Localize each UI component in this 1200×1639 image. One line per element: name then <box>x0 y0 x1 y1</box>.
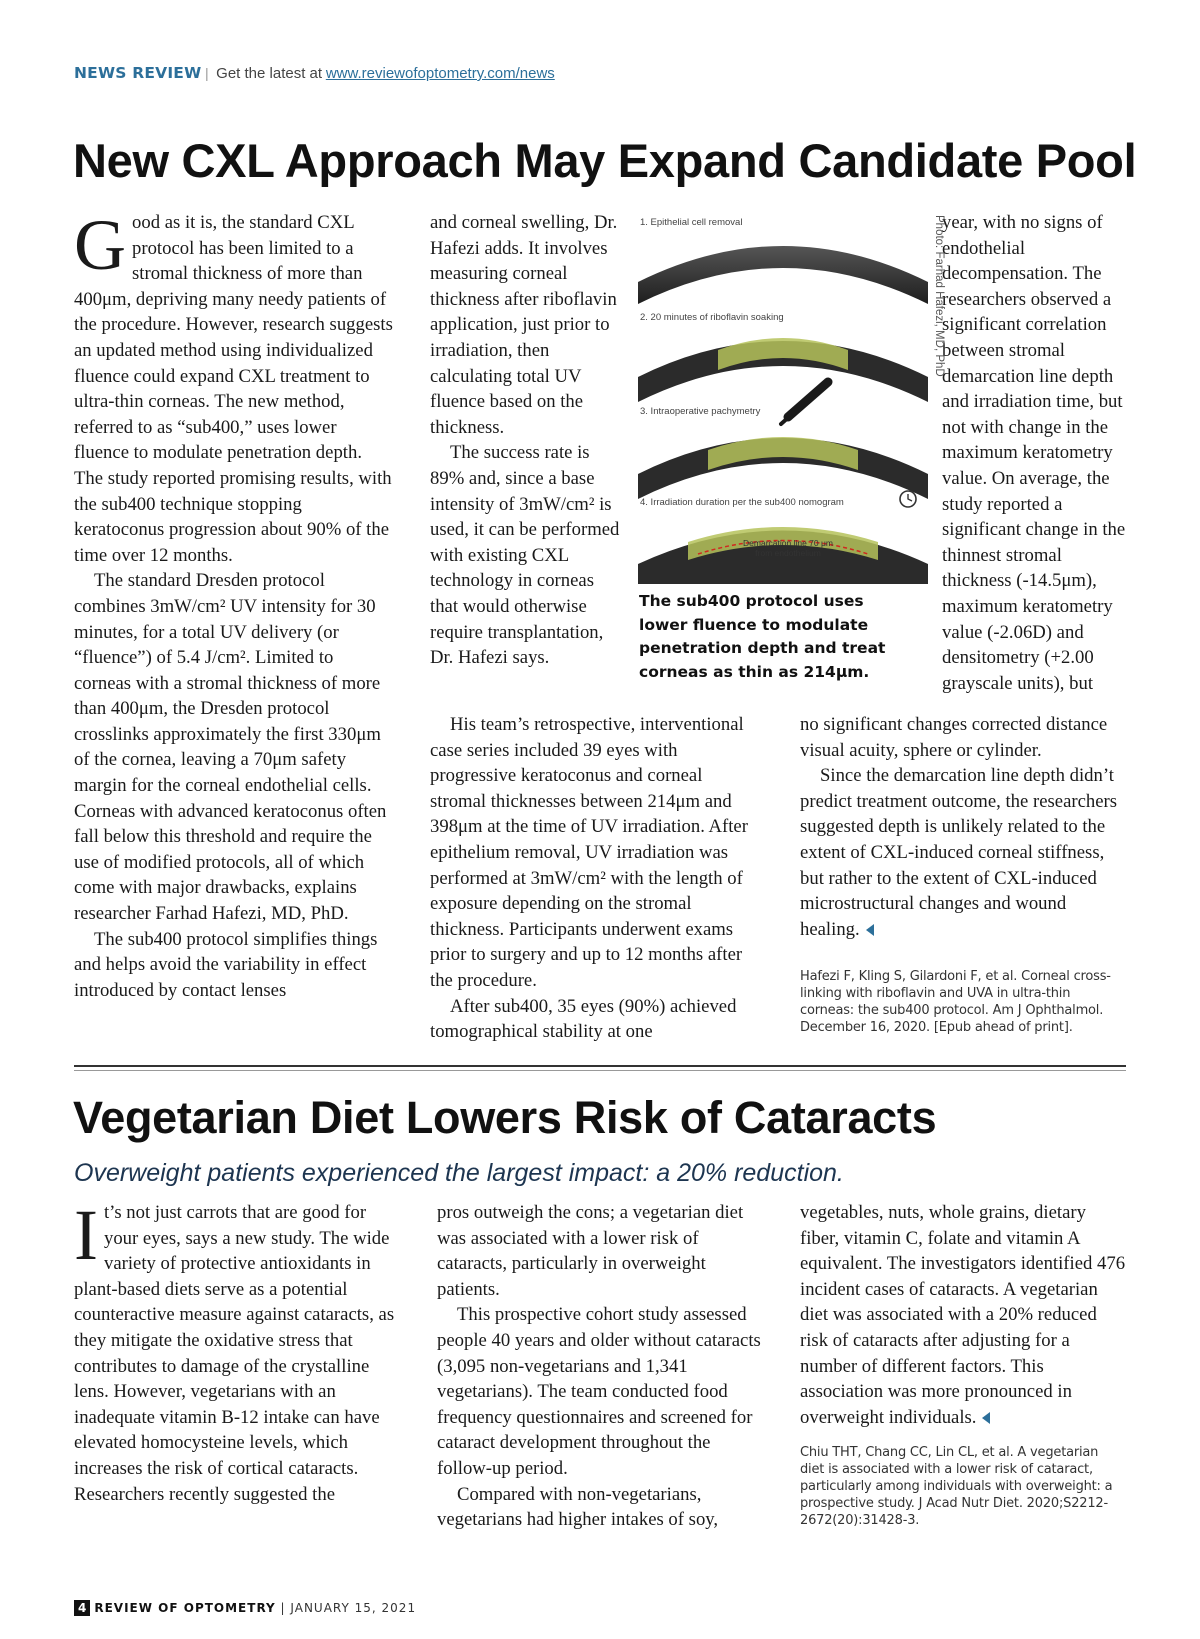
drop-cap: G <box>74 205 126 285</box>
article1-reference: Hafezi F, Kling S, Gilardoni F, et al. Corneal cross-linking with riboflavin and UVA in ultra-thin corneas: the sub400 protocol. Am J Ophthalmol. December 16, 2020. [Epub ahead of print]. <box>800 969 1111 1035</box>
drop-cap: I <box>74 1195 98 1275</box>
article2-text: vegetables, nuts, whole grains, dietary fiber, vitamin C, folate and vitamin A equivalent. The investigators identified 476 incident cases of cataracts. A vegetarian diet was associated with a 20% reduced risk of cataracts after adjusting for a number of different factors. This association was more pronounced in overweight individuals. <box>800 1202 1126 1428</box>
article1-column-3 <box>942 210 1126 696</box>
timer-hands <box>908 494 912 501</box>
article2-paragraph: Compared with non-vegetarians, vegetarians had higher intakes of soy, <box>437 1483 719 1531</box>
footer-separator: | <box>280 1601 286 1615</box>
article2-paragraph: pros outweigh the cons; a vegetarian diet was associated with a lower risk of cataracts, particularly in overweight patients. <box>437 1202 744 1300</box>
article1-paragraph <box>74 927 394 1004</box>
article1-text: Since the demarcation line depth didn’t predict treatment outcome, the researchers suggested depth is unlikely related to the extent of CXL-induced corneal stiffness, but rather to the extent of CXL-induced microstructural changes and wound healing. <box>800 765 1118 940</box>
article1-text: The standard Dresden protocol combines 3mW/cm² UV intensity for 30 minutes, for a total UV delivery (or “fluence”) of 5.4 J/cm². Limited to corneas with a stromal thickness of more than 400μm, the Dresden protocol crosslinks approximately the first 330μm of the cornea, leaving a 70μm safety margin for the corneal endothelial cells. Corneas with advanced keratoconus often fall below this threshold and require the use of modified protocols, all of which come with major drawbacks, explains researcher Farhad Hafezi, MD, PhD. <box>74 570 387 925</box>
article2-headline: Vegetarian Diet Lowers Risk of Cataracts <box>73 1092 937 1143</box>
article1-text: ood as it is, the standard CXL protocol has been limited to a stromal thickness of more than 400μm, depriving many needy patients of the procedure. However, research suggests an updated method using individualized fluence could expand CXL treatment to ultra-thin corneas. The new method, referred to as “sub400,” uses lower fluence to modulate penetration depth. The study reported promising results, with the sub400 technique stopping keratoconus progression about 90% of the time over 12 months. <box>74 212 393 566</box>
section-header <box>74 64 555 83</box>
photo-credit <box>930 215 948 377</box>
article2-paragraph <box>74 1195 404 1507</box>
article1-paragraph: and corneal swelling, Dr. Hafezi adds. It involves measuring corneal thickness after riboflavin application, just prior to irradiation, then calculating total UV fluence based on the thickness. <box>430 212 618 438</box>
demarcation-label-2: from endothelium <box>755 548 821 558</box>
figure-step-1-label: 1. Epithelial cell removal <box>640 217 743 228</box>
end-mark-icon <box>982 1412 990 1424</box>
cornea-epithelium-removed <box>638 246 928 304</box>
article1-paragraph: year, with no signs of endothelial decompensation. The researchers observed a significant correlation between stromal demarcation line depth and irradiation time, but not with change in the maximum keratometry value. On average, the study reported a significant change in the thinnest stromal thickness (-14.5μm), maximum keratometry value (-2.06D) and densitometry (+2.00 grayscale units), but <box>942 212 1126 694</box>
article2-paragraph: This prospective cohort study assessed people 40 years and older without cataracts (3,095 non-vegetarians and 1,341 vegetarians). The team conducted food frequency questionnaires and screened for cataract development throughout the follow-up period. <box>437 1304 761 1479</box>
article1-column-3-lower <box>800 712 1126 942</box>
article1-paragraph <box>74 568 394 926</box>
pachymetry-probe-icon <box>788 382 828 417</box>
article2-paragraph <box>800 1200 1126 1430</box>
figure-step-3-label: 3. Intraoperative pachymetry <box>640 406 761 417</box>
photo-credit-text: Photo: Farhad Hafezi, MD, PhD <box>933 215 945 377</box>
cornea-illustration <box>638 212 928 584</box>
article1-paragraph: no significant changes corrected distance visual acuity, sphere or cylinder. <box>800 714 1108 761</box>
article1-paragraph <box>74 205 394 568</box>
page-footer <box>74 1600 416 1616</box>
article2-subhead: Overweight patients experienced the largest impact: a 20% reduction. <box>74 1159 844 1187</box>
cxl-protocol-figure <box>638 212 928 584</box>
publication-name: REVIEW OF OPTOMETRY <box>94 1601 276 1615</box>
news-link[interactable]: www.reviewofoptometry.com/news <box>325 65 555 82</box>
article1-text: The sub400 protocol simplifies things and helps avoid the variability in effect introduced by contact lenses <box>74 928 378 1001</box>
header-lead-text: Get the latest at <box>216 65 323 82</box>
figure-step-4-label: 4. Irradiation duration per the sub400 nomogram <box>640 497 844 508</box>
article1-headline: New CXL Approach May Expand Candidate Pool <box>73 134 1137 187</box>
article1-column-2-lower <box>430 712 760 1045</box>
article1-paragraph <box>800 763 1126 942</box>
section-tag: NEWS REVIEW <box>74 64 202 82</box>
article2-column-1 <box>74 1195 404 1507</box>
end-mark-icon <box>866 924 874 936</box>
article1-paragraph: His team’s retrospective, interventional case series included 39 eyes with progressive keratoconus and corneal stromal thicknesses between 214μm and 398μm at the time of UV irradiation. After epithelium removal, UV irradiation was performed at 3mW/cm² with the length of exposure depending on the stromal thickness. Participants underwent exams prior to surgery and up to 12 months after the procedure. <box>430 714 748 991</box>
figure-caption: The sub400 protocol uses lower fluence to modulate penetration depth and treat corneas as thin as 214μm. <box>639 592 886 681</box>
article1-paragraph: After sub400, 35 eyes (90%) achieved tomographical stability at one <box>430 995 737 1043</box>
article2-text: t’s not just carrots that are good for your eyes, says a new study. The wide variety of protective antioxidants in plant-based diets serve as a potential counteractive measure against cataracts, as they mitigate the oxidative stress that contributes to damage of the crystalline lens. However, vegetarians with an inadequate vitamin B-12 intake can have elevated homocysteine levels, which increases the risk of cortical cataracts. Researchers recently suggested the <box>74 1202 395 1505</box>
section-divider <box>74 1065 1126 1067</box>
section-divider-thin <box>74 1070 1126 1071</box>
article1-paragraph: The success rate is 89% and, since a base intensity of 3mW/cm² is used, it can be performed with existing CXL technology in corneas that would otherwise require transplantation, Dr. Hafezi says. <box>430 442 620 669</box>
header-separator: | <box>205 66 209 82</box>
article2-column-2 <box>437 1200 767 1533</box>
article2-reference: Chiu THT, Chang CC, Lin CL, et al. A vegetarian diet is associated with a lower risk of cataract, particularly among individuals with overweight: a prospective study. J Acad Nutr Diet. 2020;S2212-2672(20):31428-3. <box>800 1445 1113 1528</box>
page-number: 4 <box>74 1600 90 1616</box>
demarcation-label-1: Demarcation line 70 μm <box>743 538 833 548</box>
article2-column-3 <box>800 1200 1126 1430</box>
article1-column-2 <box>430 210 626 671</box>
figure-step-2-label: 2. 20 minutes of riboflavin soaking <box>640 312 784 323</box>
issue-date: JANUARY 15, 2021 <box>290 1601 417 1615</box>
article1-column-1 <box>74 205 394 1003</box>
